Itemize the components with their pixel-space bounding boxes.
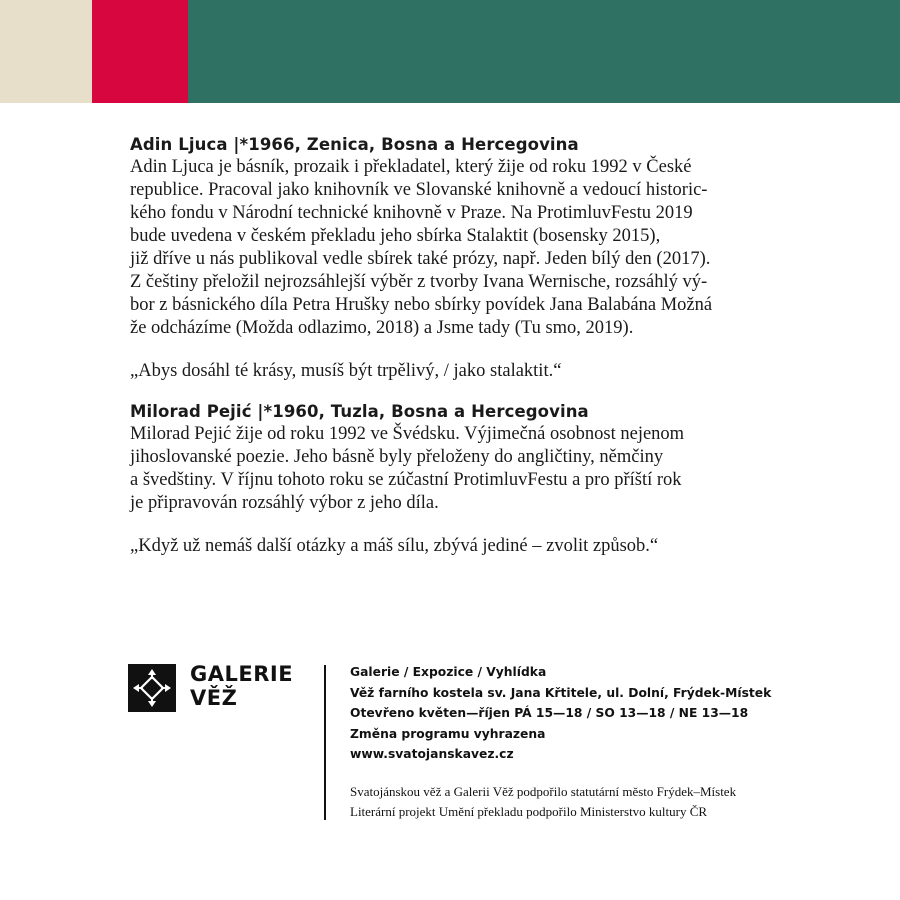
info-line: Věž farního kostela sv. Jana Křtitele, ul. Dolní, Frýdek-Místek	[350, 685, 772, 700]
bio-line: bude uvedena v českém překladu jeho sbírka Stalaktit (bosensky 2015),	[130, 226, 661, 246]
author-bio	[130, 156, 830, 340]
bio-line: republice. Pracoval jako knihovník ve Slovanské knihovně a vedoucí historic-	[130, 180, 708, 200]
author-bio	[130, 423, 830, 515]
info-line: Změna programu vyhrazena	[350, 726, 546, 741]
author-heading: Adin Ljuca |*1966, Zenica, Bosna a Hercegovina	[130, 135, 579, 154]
bio-line: že odcházíme (Možda odlazimo, 2018) a Jsme tady (Tu smo, 2019).	[130, 318, 634, 338]
logo-line-2: VĚŽ	[190, 686, 238, 710]
support-line: Svatojánskou věž a Galerii Věž podpořilo statutární město Frýdek–Místek	[350, 784, 737, 799]
footer	[128, 662, 828, 822]
support-line: Literární projekt Umění překladu podpořilo Ministerstvo kultury ČR	[350, 804, 708, 819]
support-notes	[350, 782, 736, 822]
red-color-band	[92, 0, 188, 103]
author-quote: „Abys dosáhl té krásy, musíš být trpělivý, / jako stalaktit.“	[130, 361, 562, 381]
bio-line: Milorad Pejić žije od roku 1992 ve Švédsku. Výjimečná osobnost nejenom	[130, 424, 685, 444]
bio-line: Z češtiny přeložil nejrozsáhlejší výběr z tvorby Ivana Wernische, rozsáhlý vý-	[130, 272, 708, 292]
divider	[324, 665, 326, 820]
bio-line: bor z básnického díla Petra Hrušky nebo sbírky povídek Jana Balabána Možná	[130, 295, 713, 315]
bio-line: jihoslovanské poezie. Jeho básně byly přeloženy do angličtiny, němčiny	[130, 447, 664, 467]
bio-line: je připravován rozsáhlý výbor z jeho díla.	[130, 493, 439, 513]
main-content	[130, 134, 830, 558]
info-line: Otevřeno květen—říjen PÁ 15—18 / SO 13—18 / NE 13—18	[350, 706, 749, 720]
bio-line: Adin Ljuca je básník, prozaik i překladatel, který žije od roku 1992 v České	[130, 157, 692, 177]
gallery-logo-text	[190, 662, 293, 710]
green-color-band	[188, 0, 900, 103]
author-quote: „Když už nemáš další otázky a máš sílu, zbývá jediné – zvolit způsob.“	[130, 536, 659, 556]
beige-color-band	[0, 0, 92, 103]
website-link[interactable]: www.svatojanskavez.cz	[350, 747, 514, 761]
gallery-info	[350, 662, 771, 765]
bio-line: a švedštiny. V říjnu tohoto roku se zúčastní ProtimluvFestu a pro příští rok	[130, 470, 682, 490]
diamond-arrows-icon	[128, 664, 176, 712]
bio-line: kého fondu v Národní technické knihovně v Praze. Na ProtimluvFestu 2019	[130, 203, 693, 223]
logo-line-1: GALERIE	[190, 662, 294, 686]
bio-line: již dříve u nás publikoval vedle sbírek také prózy, např. Jeden bílý den (2017).	[130, 249, 711, 269]
info-line: Galerie / Expozice / Vyhlídka	[350, 665, 547, 679]
author-heading: Milorad Pejić |*1960, Tuzla, Bosna a Hercegovina	[130, 402, 589, 421]
